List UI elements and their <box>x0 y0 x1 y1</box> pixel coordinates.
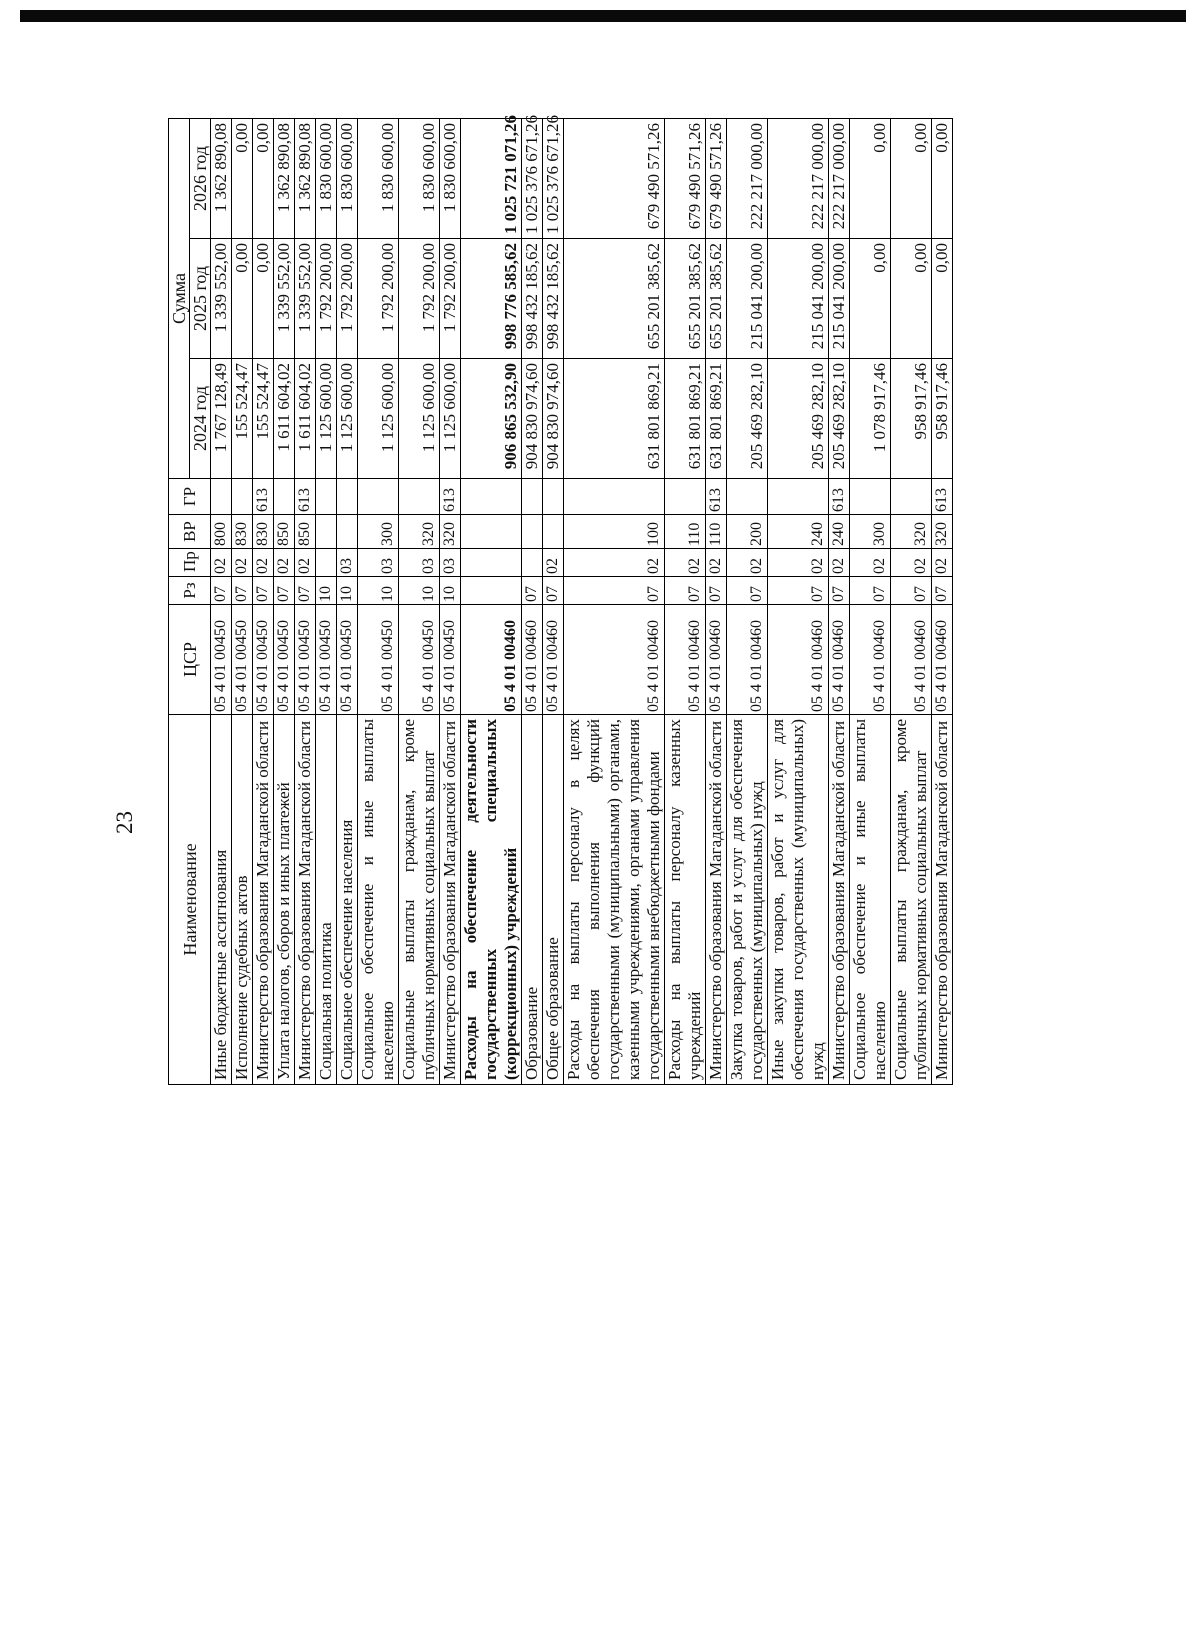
cell-y2024: 631 801 869,21 <box>706 359 727 479</box>
table-row <box>316 118 337 1084</box>
cell-rz: 07 <box>706 577 727 605</box>
cell-gr <box>727 479 768 515</box>
cell-pr <box>522 549 543 577</box>
cell-name: Социальное обеспечение населения <box>337 715 358 1085</box>
cell-y2026: 1 830 600,00 <box>358 118 399 238</box>
cell-csr: 05 4 01 00460 <box>665 605 706 715</box>
cell-y2026: 1 362 890,08 <box>274 118 295 238</box>
table-row <box>295 118 316 1084</box>
cell-y2025: 0,00 <box>891 239 932 359</box>
cell-csr: 05 4 01 00460 <box>891 605 932 715</box>
cell-y2026: 222 217 000,00 <box>727 118 768 238</box>
cell-name: Министерство образования Магаданской области <box>932 715 953 1085</box>
cell-pr: 02 <box>295 549 316 577</box>
cell-name: Министерство образования Магаданской области <box>295 715 316 1085</box>
cell-csr: 05 4 01 00460 <box>522 605 543 715</box>
cell-vr: 240 <box>768 515 829 549</box>
cell-name: Социальное обеспечение и иные выплаты населению <box>358 715 399 1085</box>
table-row <box>932 118 953 1084</box>
table-body <box>211 115 953 1084</box>
cell-y2025: 1 339 552,00 <box>274 239 295 359</box>
cell-csr: 05 4 01 00450 <box>274 605 295 715</box>
cell-rz: 10 <box>440 577 461 605</box>
table-row <box>440 118 461 1084</box>
header-2024: 2024 год <box>190 359 211 479</box>
cell-vr <box>461 515 522 549</box>
cell-y2024: 205 469 282,10 <box>829 359 850 479</box>
cell-y2024: 631 801 869,21 <box>564 359 665 479</box>
cell-gr <box>211 479 232 515</box>
cell-gr <box>316 479 337 515</box>
cell-gr: 613 <box>706 479 727 515</box>
cell-gr <box>461 479 522 515</box>
cell-gr <box>543 479 564 515</box>
table-row <box>253 118 274 1084</box>
cell-csr: 05 4 01 00450 <box>399 605 440 715</box>
cell-rz: 10 <box>316 577 337 605</box>
budget-table <box>168 115 953 1085</box>
cell-gr <box>274 479 295 515</box>
cell-pr: 02 <box>253 549 274 577</box>
cell-gr <box>768 479 829 515</box>
cell-pr: 02 <box>727 549 768 577</box>
cell-y2025: 1 792 200,00 <box>440 239 461 359</box>
cell-vr: 200 <box>727 515 768 549</box>
cell-y2026: 1 362 890,08 <box>295 118 316 238</box>
cell-pr: 02 <box>564 549 665 577</box>
cell-csr: 05 4 01 00450 <box>358 605 399 715</box>
cell-y2025: 0,00 <box>932 239 953 359</box>
cell-name: Социальные выплаты гражданам, кроме публичных нормативных социальных выплат <box>891 715 932 1085</box>
cell-name: Министерство образования Магаданской области <box>253 715 274 1085</box>
table-row <box>850 118 891 1084</box>
cell-rz: 07 <box>891 577 932 605</box>
cell-y2026: 1 025 721 071,26 <box>461 118 522 238</box>
cell-pr: 02 <box>850 549 891 577</box>
table-row <box>543 118 564 1084</box>
cell-y2024: 1 125 600,00 <box>316 359 337 479</box>
cell-y2024: 1 125 600,00 <box>399 359 440 479</box>
cell-y2026: 1 362 890,08 <box>211 118 232 238</box>
cell-gr <box>337 479 358 515</box>
cell-y2025: 215 041 200,00 <box>768 239 829 359</box>
table-row <box>358 118 399 1084</box>
cell-y2024: 205 469 282,10 <box>727 359 768 479</box>
cell-vr: 850 <box>295 515 316 549</box>
table-row <box>564 118 665 1084</box>
table-row <box>274 118 295 1084</box>
cell-y2025: 0,00 <box>253 239 274 359</box>
cell-vr: 240 <box>829 515 850 549</box>
cell-y2024: 958 917,46 <box>891 359 932 479</box>
cell-csr: 05 4 01 00460 <box>706 605 727 715</box>
cell-gr <box>850 479 891 515</box>
cell-vr <box>543 515 564 549</box>
cell-csr: 05 4 01 00450 <box>232 605 253 715</box>
cell-gr <box>564 479 665 515</box>
cell-pr: 02 <box>543 549 564 577</box>
cell-pr <box>461 549 522 577</box>
cell-y2025: 0,00 <box>232 239 253 359</box>
cell-gr: 613 <box>295 479 316 515</box>
table-row <box>399 118 440 1084</box>
cell-y2026: 0,00 <box>253 118 274 238</box>
header-sum: Сумма <box>169 118 190 478</box>
cell-vr: 320 <box>932 515 953 549</box>
cell-name: Расходы на выплаты персоналу в целях обеспечения выполнения функций государственными (муниципальными) органами, казенными учреждениями, органами управления государственными внебюджетными фондами <box>564 715 665 1085</box>
top-scan-border <box>20 10 1186 22</box>
cell-gr: 613 <box>932 479 953 515</box>
cell-csr: 05 4 01 00460 <box>829 605 850 715</box>
cell-vr: 320 <box>399 515 440 549</box>
cell-pr: 03 <box>358 549 399 577</box>
cell-pr: 02 <box>932 549 953 577</box>
cell-vr: 850 <box>274 515 295 549</box>
header-2025: 2025 год <box>190 239 211 359</box>
cell-rz: 10 <box>399 577 440 605</box>
cell-rz: 10 <box>337 577 358 605</box>
cell-y2024: 906 865 532,90 <box>461 359 522 479</box>
cell-pr <box>316 549 337 577</box>
cell-pr: 02 <box>274 549 295 577</box>
cell-csr: 05 4 01 00460 <box>850 605 891 715</box>
cell-y2024: 904 830 974,60 <box>543 359 564 479</box>
cell-name: Иные бюджетные ассигнования <box>211 715 232 1085</box>
cell-pr: 03 <box>440 549 461 577</box>
cell-y2026: 0,00 <box>232 118 253 238</box>
cell-y2025: 0,00 <box>850 239 891 359</box>
cell-vr: 320 <box>440 515 461 549</box>
cell-name: Закупка товаров, работ и услуг для обеспечения государственных (муниципальных) нужд <box>727 715 768 1085</box>
cell-y2026: 222 217 000,00 <box>829 118 850 238</box>
rotated-table-container <box>168 115 1153 1085</box>
cell-rz: 07 <box>829 577 850 605</box>
table-row <box>706 118 727 1084</box>
cell-y2026: 1 025 376 671,26 <box>522 118 543 238</box>
header-2026: 2026 год <box>190 118 211 238</box>
cell-y2026: 679 490 571,26 <box>564 118 665 238</box>
header-pr: Пр <box>169 549 211 577</box>
cell-name: Расходы на обеспечение деятельности государственных специальных (коррекционных) учреждений <box>461 715 522 1085</box>
cell-y2025: 998 432 185,62 <box>543 239 564 359</box>
cell-csr: 05 4 01 00460 <box>564 605 665 715</box>
cell-name: Иные закупки товаров, работ и услуг для обеспечения государственных (муниципальных) нужд <box>768 715 829 1085</box>
cell-y2025: 1 339 552,00 <box>211 239 232 359</box>
cell-pr: 02 <box>706 549 727 577</box>
cell-name: Уплата налогов, сборов и иных платежей <box>274 715 295 1085</box>
cell-pr: 02 <box>768 549 829 577</box>
cell-y2025: 655 201 385,62 <box>665 239 706 359</box>
cell-y2025: 1 792 200,00 <box>399 239 440 359</box>
cell-y2026: 1 025 376 671,26 <box>543 118 564 238</box>
cell-y2025: 215 041 200,00 <box>727 239 768 359</box>
cell-rz: 07 <box>665 577 706 605</box>
cell-name: Министерство образования Магаданской области <box>706 715 727 1085</box>
cell-gr: 613 <box>440 479 461 515</box>
cell-rz: 10 <box>358 577 399 605</box>
cell-pr: 03 <box>399 549 440 577</box>
cell-y2025: 1 792 200,00 <box>337 239 358 359</box>
cell-name: Исполнение судебных актов <box>232 715 253 1085</box>
cell-y2025: 998 776 585,62 <box>461 239 522 359</box>
cell-rz: 07 <box>543 577 564 605</box>
cell-rz: 07 <box>232 577 253 605</box>
cell-y2026: 0,00 <box>891 118 932 238</box>
cell-vr: 300 <box>850 515 891 549</box>
cell-csr: 05 4 01 00450 <box>211 605 232 715</box>
cell-rz: 07 <box>564 577 665 605</box>
cell-y2026: 1 830 600,00 <box>440 118 461 238</box>
cell-gr <box>891 479 932 515</box>
cell-y2026: 1 830 600,00 <box>337 118 358 238</box>
cell-csr: 05 4 01 00450 <box>316 605 337 715</box>
cell-vr <box>316 515 337 549</box>
cell-y2024: 205 469 282,10 <box>768 359 829 479</box>
cell-csr: 05 4 01 00450 <box>440 605 461 715</box>
cell-csr: 05 4 01 00450 <box>253 605 274 715</box>
cell-vr: 830 <box>232 515 253 549</box>
cell-gr <box>522 479 543 515</box>
cell-y2024: 1 767 128,49 <box>211 359 232 479</box>
table-row <box>522 118 543 1084</box>
cell-y2026: 679 490 571,26 <box>706 118 727 238</box>
cell-csr: 05 4 01 00460 <box>461 605 522 715</box>
cell-y2026: 222 217 000,00 <box>768 118 829 238</box>
cell-y2024: 155 524,47 <box>232 359 253 479</box>
cell-pr: 02 <box>829 549 850 577</box>
cell-vr: 110 <box>665 515 706 549</box>
cell-y2026: 0,00 <box>850 118 891 238</box>
cell-rz <box>461 577 522 605</box>
cell-vr: 100 <box>564 515 665 549</box>
cell-y2025: 655 201 385,62 <box>706 239 727 359</box>
cell-vr <box>522 515 543 549</box>
cell-gr: 613 <box>829 479 850 515</box>
table-row <box>665 118 706 1084</box>
cell-gr: 613 <box>253 479 274 515</box>
cell-y2024: 631 801 869,21 <box>665 359 706 479</box>
table-row <box>891 118 932 1084</box>
cell-name: Общее образование <box>543 715 564 1085</box>
cell-csr: 05 4 01 00450 <box>337 605 358 715</box>
cell-gr <box>665 479 706 515</box>
cell-csr: 05 4 01 00460 <box>932 605 953 715</box>
cell-csr: 05 4 01 00450 <box>295 605 316 715</box>
cell-y2024: 1 125 600,00 <box>440 359 461 479</box>
cell-csr: 05 4 01 00460 <box>768 605 829 715</box>
header-name: Наименование <box>169 715 211 1085</box>
cell-y2024: 1 125 600,00 <box>337 359 358 479</box>
cell-y2025: 1 792 200,00 <box>358 239 399 359</box>
cell-y2026: 1 830 600,00 <box>399 118 440 238</box>
cell-y2025: 1 792 200,00 <box>316 239 337 359</box>
table-row <box>232 118 253 1084</box>
cell-vr: 320 <box>891 515 932 549</box>
cell-y2025: 998 432 185,62 <box>522 239 543 359</box>
cell-name: Министерство образования Магаданской области <box>440 715 461 1085</box>
cell-csr: 05 4 01 00460 <box>727 605 768 715</box>
page-number: 23 <box>112 811 137 834</box>
cell-rz: 07 <box>522 577 543 605</box>
cell-vr: 830 <box>253 515 274 549</box>
table-row <box>768 118 829 1084</box>
cell-name: Образование <box>522 715 543 1085</box>
cell-y2024: 1 078 917,46 <box>850 359 891 479</box>
cell-name: Расходы на выплаты персоналу казенных учреждений <box>665 715 706 1085</box>
cell-y2024: 904 830 974,60 <box>522 359 543 479</box>
cell-gr <box>358 479 399 515</box>
cell-y2025: 655 201 385,62 <box>564 239 665 359</box>
cell-rz: 07 <box>850 577 891 605</box>
cell-vr: 800 <box>211 515 232 549</box>
cell-name: Министерство образования Магаданской области <box>829 715 850 1085</box>
cell-rz: 07 <box>727 577 768 605</box>
table-row <box>461 118 522 1084</box>
table-row <box>727 118 768 1084</box>
cell-vr <box>337 515 358 549</box>
cell-name: Социальное обеспечение и иные выплаты населению <box>850 715 891 1085</box>
cell-y2025: 215 041 200,00 <box>829 239 850 359</box>
cell-y2026: 679 490 571,26 <box>665 118 706 238</box>
table-row <box>829 118 850 1084</box>
cell-y2024: 1 611 604,02 <box>295 359 316 479</box>
cell-rz: 07 <box>274 577 295 605</box>
cell-y2026: 0,00 <box>932 118 953 238</box>
cell-vr: 110 <box>706 515 727 549</box>
header-gr: ГР <box>169 479 211 515</box>
cell-y2026: 1 830 600,00 <box>316 118 337 238</box>
cell-pr: 02 <box>665 549 706 577</box>
header-vr: ВР <box>169 515 211 549</box>
cell-y2024: 958 917,46 <box>932 359 953 479</box>
cell-vr: 300 <box>358 515 399 549</box>
cell-y2024: 155 524,47 <box>253 359 274 479</box>
table-row <box>211 118 232 1084</box>
cell-csr: 05 4 01 00460 <box>543 605 564 715</box>
cell-rz: 07 <box>295 577 316 605</box>
cell-pr: 03 <box>337 549 358 577</box>
cell-rz: 07 <box>211 577 232 605</box>
cell-pr: 02 <box>232 549 253 577</box>
cell-y2025: 1 339 552,00 <box>295 239 316 359</box>
header-rz: Рз <box>169 577 211 605</box>
cell-name: Социальная политика <box>316 715 337 1085</box>
cell-y2024: 1 125 600,00 <box>358 359 399 479</box>
cell-gr <box>232 479 253 515</box>
cell-pr: 02 <box>211 549 232 577</box>
cell-gr <box>399 479 440 515</box>
cell-rz: 07 <box>768 577 829 605</box>
cell-rz: 07 <box>253 577 274 605</box>
cell-rz: 07 <box>932 577 953 605</box>
header-csr: ЦСР <box>169 605 211 715</box>
table-row <box>337 118 358 1084</box>
cell-name: Социальные выплаты гражданам, кроме публичных нормативных социальных выплат <box>399 715 440 1085</box>
cell-pr: 02 <box>891 549 932 577</box>
cell-y2024: 1 611 604,02 <box>274 359 295 479</box>
